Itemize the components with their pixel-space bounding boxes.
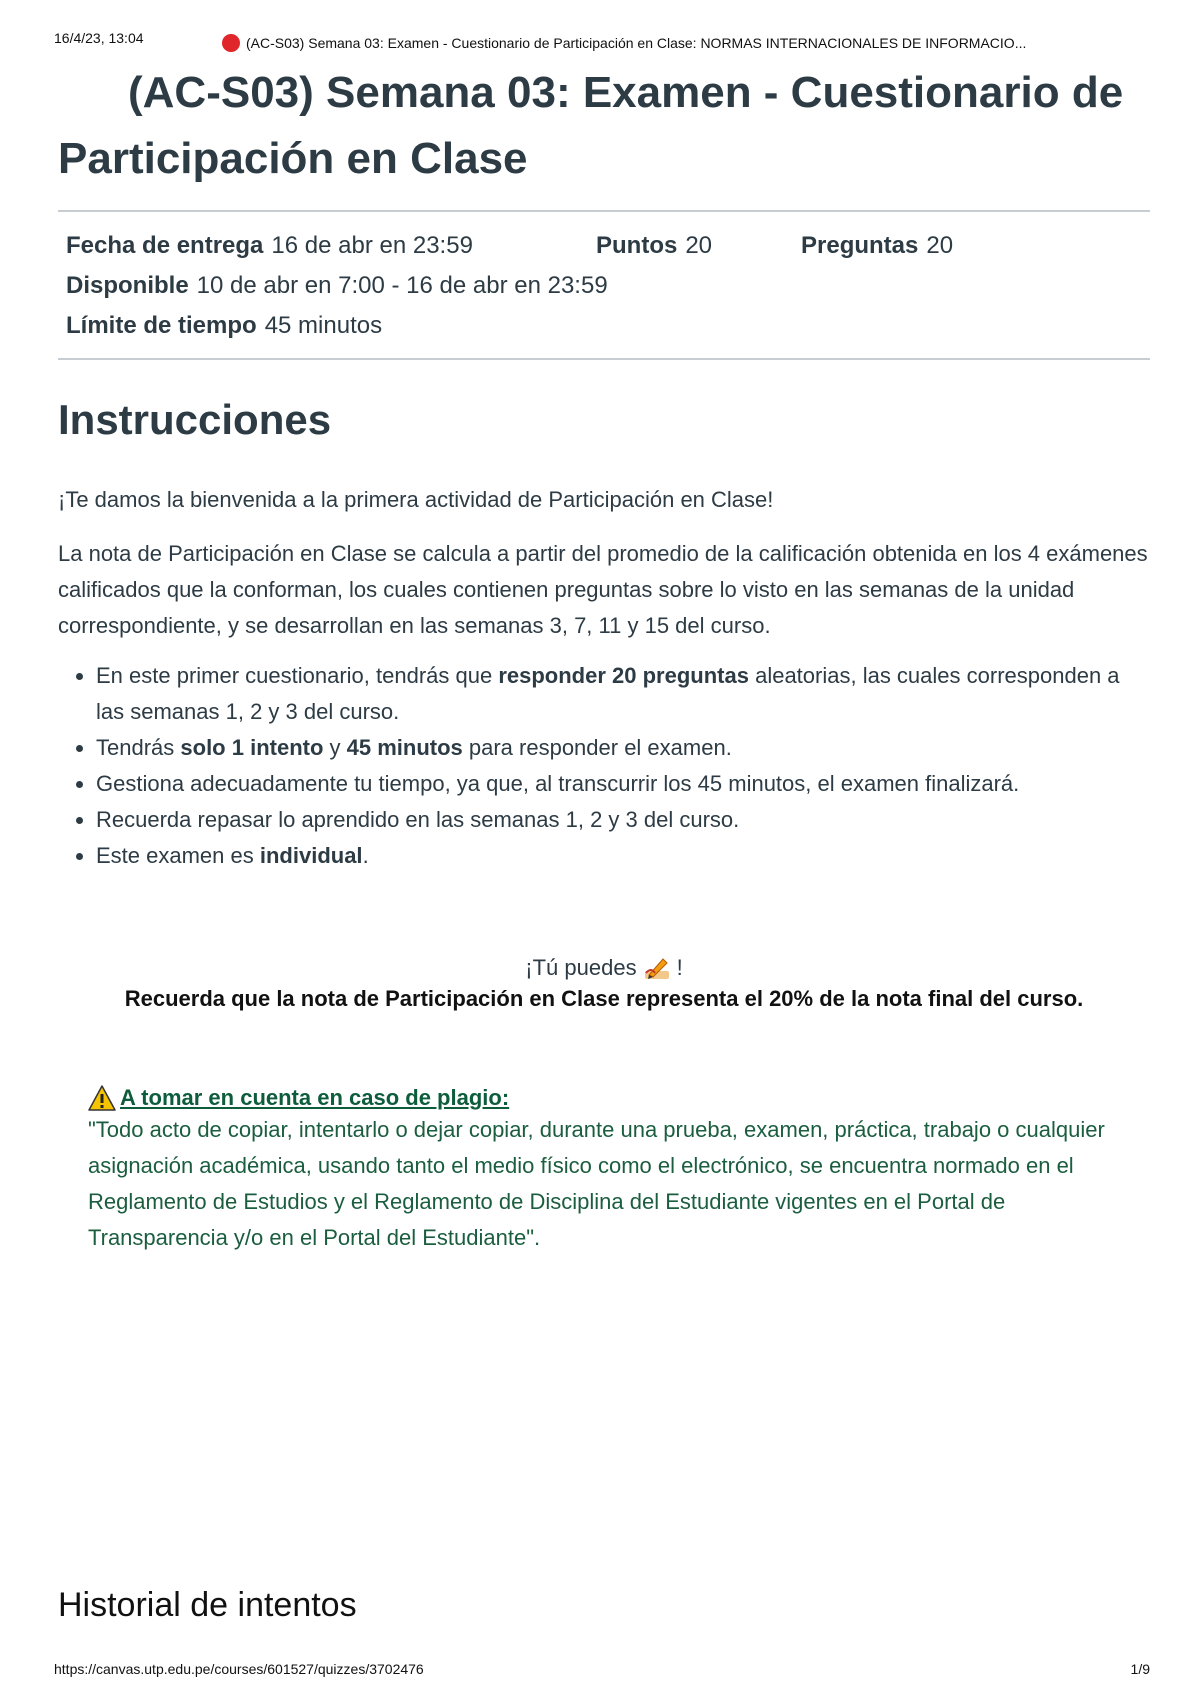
- time-limit-value: 45 minutos: [264, 312, 383, 339]
- list-item: • Gestiona adecuadamente tu tiempo, ya que, al transcurrir los 45 minutos, el examen finalizará.: [96, 766, 1150, 802]
- availability: [66, 266, 608, 306]
- available-value: 10 de abr en 7:00 - 16 de abr en 23:59: [196, 272, 608, 299]
- points-value: 20: [685, 232, 713, 259]
- attempt-history-heading: Historial de intentos: [58, 1586, 357, 1624]
- due-label: Fecha de entrega: [66, 232, 264, 259]
- points-label: Puntos: [596, 232, 678, 259]
- list-item: • En este primer cuestionario, tendrás que responder 20 preguntas aleatorias, las cuales corresponden a las semanas 1, 2 y 3 del curso.: [96, 658, 1150, 730]
- instructions-heading: Instrucciones: [58, 396, 332, 443]
- page-url: https://canvas.utp.edu.pe/courses/601527/quizzes/3702476: [54, 1661, 424, 1677]
- welcome-text: ¡Te damos la bienvenida a la primera actividad de Participación en Clase!: [58, 487, 774, 512]
- print-header: [54, 30, 1160, 56]
- divider: [58, 358, 1150, 360]
- warning-icon: [88, 1084, 116, 1112]
- bold-text: individual: [259, 843, 363, 868]
- details-row: [66, 306, 1142, 346]
- list-item: • Recuerda repasar lo aprendido en las semanas 1, 2 y 3 del curso.: [96, 802, 1150, 838]
- record-dot-icon: [222, 34, 240, 52]
- quiz-details: [58, 212, 1150, 358]
- encouragement: [58, 950, 1150, 986]
- plagiarism-notice: [88, 1084, 1150, 1256]
- print-tab-title: [222, 34, 1026, 52]
- available-label: Disponible: [66, 272, 189, 299]
- print-datetime: 16/4/23, 13:04: [54, 30, 144, 46]
- quiz-content: [58, 60, 1150, 1624]
- questions-value: 20: [926, 232, 954, 259]
- encouragement-text-end: !: [676, 955, 683, 980]
- bold-text: solo 1 intento: [180, 735, 324, 760]
- instruction-list: [58, 658, 1150, 874]
- details-row: [66, 266, 1142, 306]
- time-limit-label: Límite de tiempo: [66, 312, 257, 339]
- plagiarism-quote: "Todo acto de copiar, intentarlo o dejar copiar, durante una prueba, examen, práctica, trabajo o cualquier asignación académica, usando tanto el medio físico como el electrónico, se encuentra normado en el Reglamento de Estudios y el Reglamento de Disciplina del Estudiante vigentes en el Portal de Transparencia y/o en el Portal del Estudiante".: [88, 1117, 1105, 1250]
- bold-text: responder 20 preguntas: [498, 663, 749, 688]
- plagiarism-title: [88, 1084, 1150, 1112]
- plagiarism-title-text: A tomar en cuenta en caso de plagio:: [120, 1085, 510, 1110]
- due-date: [66, 226, 596, 266]
- encouragement-text: ¡Tú puedes: [525, 955, 637, 980]
- list-item: • Este examen es individual.: [96, 838, 1150, 874]
- time-limit: [66, 306, 382, 346]
- questions: [801, 226, 953, 266]
- list-item: • Tendrás solo 1 intento y 45 minutos para responder el examen.: [96, 730, 1150, 766]
- points: [596, 226, 801, 266]
- writing-hand-icon: [643, 955, 671, 981]
- grade-reminder: Recuerda que la nota de Participación en Clase representa el 20% de la nota final del curso.: [124, 986, 1084, 1011]
- due-value: 16 de abr en 23:59: [271, 232, 473, 259]
- tab-title-text: (AC-S03) Semana 03: Examen - Cuestionario de Participación en Clase: NORMAS INTERNACIONALES DE INFORMACIO...: [246, 35, 1027, 51]
- page-number: 1/9: [1130, 1661, 1150, 1677]
- details-row: [66, 226, 1142, 266]
- intro-text: La nota de Participación en Clase se calcula a partir del promedio de la calificación obtenida en los 4 exámenes calificados que la conforman, los cuales contienen preguntas sobre lo visto en las semanas de la unidad correspondiente, y se desarrollan en las semanas 3, 7, 11 y 15 del curso.: [58, 541, 1148, 638]
- bold-text: 45 minutos: [346, 735, 463, 760]
- questions-label: Preguntas: [801, 232, 919, 259]
- page-title: (AC-S03) Semana 03: Examen - Cuestionario de Participación en Clase: [58, 68, 1124, 183]
